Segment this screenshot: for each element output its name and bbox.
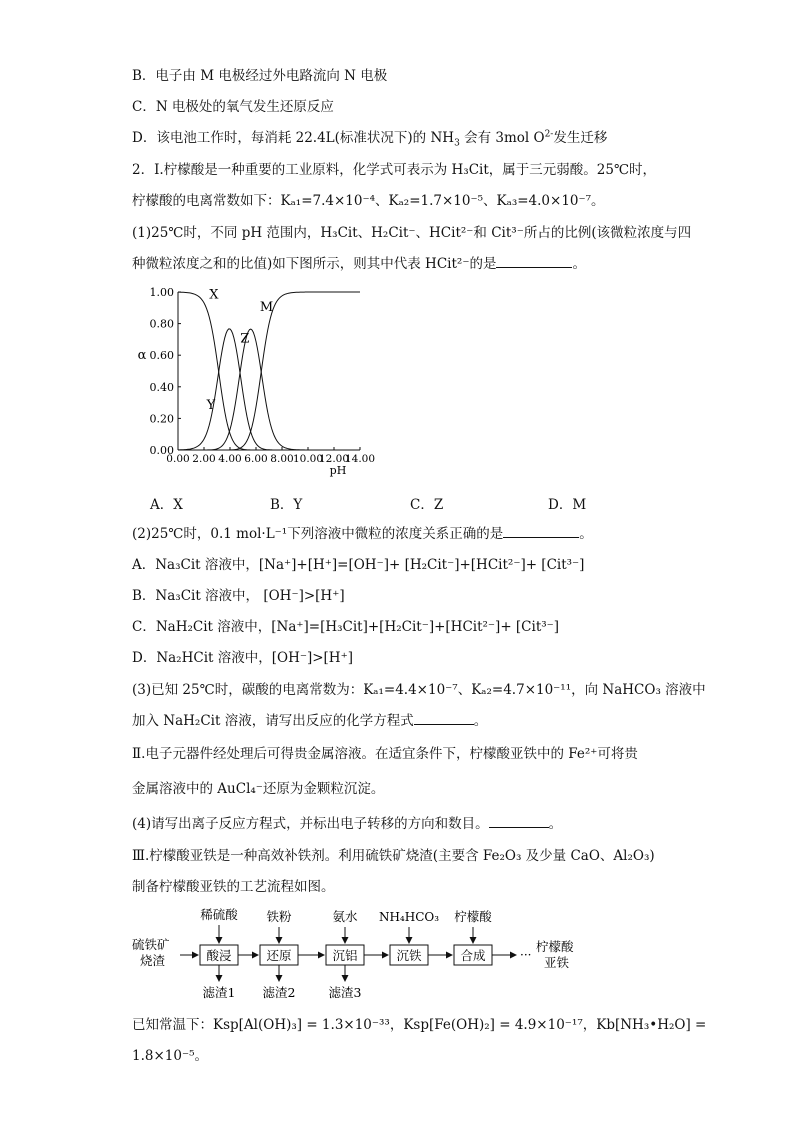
curve-label-z: Z [240,331,250,347]
y-tick-label: 0.60 [149,349,174,363]
p2-option-c[interactable]: C．NaH₂Cit 溶液中，[Na⁺]=[H₃Cit]+[H₂Cit⁻]+[HCit²⁻]+ [Cit³⁻] [132,619,560,635]
flow-output-residue3: 滤渣3 [328,985,362,1000]
curve-x [178,292,360,450]
flow-input-nh4hco3: NH₄HCO₃ [378,910,440,924]
answer-blank-2[interactable] [503,525,579,538]
q2-intro-line1: 2．Ⅰ.柠檬酸是一种重要的工业原料，化学式可表示为 H₃Cit，属于三元弱酸。25℃时， [132,162,657,178]
svg-text:沉铁: 沉铁 [396,948,422,963]
answer-blank-3[interactable] [414,712,474,725]
q2-part3-line1: (3)已知 25℃时，碳酸的电离常数为：Kₐ₁=4.4×10⁻⁷、Kₐ₂=4.7×10⁻¹¹，向 NaHCO₃ 溶液中 [132,682,706,698]
section3-line2: 制备柠檬酸亚铁的工艺流程如图。 [132,879,335,895]
flow-step-precip-fe [390,945,428,965]
p1-option-b[interactable]: B．Y [270,497,303,513]
x-tick-label: 12.00 [318,453,350,465]
flow-output-residue2: 滤渣2 [262,985,296,1000]
y-tick-label: 1.00 [149,286,174,299]
section2-line2: 金属溶液中的 AuCl₄⁻还原为金颗粒沉淀。 [132,781,385,797]
q2-part3-line2: 加入 NaH₂Cit 溶液，请写出反应的化学方程式 。 [132,713,488,729]
option-b-prev: B．电子由 M 电极经过外电路流向 N 电极 [132,68,388,84]
y-tick-label: 0.40 [149,380,174,394]
svg-text:合成: 合成 [460,948,486,963]
svg-text:酸浸: 酸浸 [206,948,232,963]
x-axis-label: pH [329,464,347,477]
y-tick-label: 0.00 [149,444,174,457]
curve-y [178,329,360,450]
x-tick-label: 0.00 [166,453,190,465]
p2-option-a[interactable]: A．Na₃Cit 溶液中，[Na⁺]+[H⁺]=[OH⁻]+ [H₂Cit⁻]+[HCit²⁻]+ [Cit³⁻] [132,557,585,573]
q2-intro-line2: 柠檬酸的电离常数如下：Kₐ₁=7.4×10⁻⁴、Kₐ₂=1.7×10⁻⁵、Kₐ₃=4.0×10⁻⁷。 [132,193,605,209]
flow-input-citric-acid: 柠檬酸 [454,909,492,924]
curve-label-x: X [209,287,219,303]
flow-input-dilute-h2so4: 稀硫酸 [200,907,238,922]
flow-input-iron-powder: 铁粉 [266,909,292,924]
known-data-line1: 已知常温下：Ksp[Al(OH)₃] = 1.3×10⁻³³，Ksp[Fe(OH)₂] = 4.9×10⁻¹⁷，Kb[NH₃•H₂O] = [132,1017,707,1033]
x-tick-label: 2.00 [192,453,216,465]
p2-option-b[interactable]: B．Na₃Cit 溶液中， [OH⁻]>[H⁺] [132,588,345,604]
x-tick-label: 10.00 [292,453,324,465]
q2-part1-line2: 种微粒浓度之和的比值)如下图所示，则其中代表 HCit²⁻的是 。 [132,256,586,272]
y-tick-label: 0.80 [149,317,174,331]
x-tick-label: 6.00 [244,453,268,465]
flow-step-acid-leach [200,945,238,965]
curve-m [178,292,360,450]
y-tick-label: 0.20 [149,412,174,426]
flow-output-residue1: 滤渣1 [202,985,236,1000]
flow-ellipsis: ··· [520,948,532,962]
x-tick-label: 4.00 [218,453,242,465]
option-d-prev: D．该电池工作时，每消耗 22.4L(标准状况下)的 $NH_3$ 会有 3mol $O^{2-}$发生迁移 [132,129,608,149]
q2-part4: (4)请写出离子反应方程式，并标出电子转移的方向和数目。 。 [132,816,563,832]
curve-z [178,329,360,450]
flow-input-ammonia: 氨水 [332,909,358,924]
species-distribution-chart [130,282,400,482]
x-tick-label: 14.00 [344,453,376,465]
q2-part1-line1: (1)25℃时，不同 pH 范围内，H₃Cit、H₂Cit⁻、HCit²⁻和 Cit³⁻所占的比例(该微粒浓度与四 [132,225,692,241]
flow-step-precip-al [326,945,364,965]
p1-option-a[interactable]: A．X [150,497,183,513]
flow-start-line1: 硫铁矿 [132,937,170,952]
flow-product-line1: 柠檬酸 [536,939,574,954]
answer-blank-4[interactable] [489,815,549,828]
flow-start-line2: 烧渣 [140,953,166,968]
p2-option-d[interactable]: D．Na₂HCit 溶液中，[OH⁻]>[H⁺] [132,650,353,666]
svg-text:沉铝: 沉铝 [332,948,358,963]
p1-option-c[interactable]: C．Z [410,497,444,513]
process-flowchart [132,905,602,1005]
section3-line1: Ⅲ.柠檬酸亚铁是一种高效补铁剂。利用硫铁矿烧渣(主要含 Fe₂O₃ 及少量 CaO、Al₂O₃) [132,848,655,864]
flow-step-reduce [260,945,298,965]
section2-line1: Ⅱ.电子元器件经处理后可得贵金属溶液。在适宜条件下，柠檬酸亚铁中的 Fe²⁺可将贵 [132,746,638,762]
curve-label-y: Y [206,397,216,413]
answer-blank-1[interactable] [496,255,572,268]
curve-label-m: M [259,299,274,315]
flow-product-line2: 亚铁 [544,955,570,970]
option-c-prev: C．N 电极处的氧气发生还原反应 [132,99,334,115]
x-tick-label: 8.00 [270,453,294,465]
svg-text:还原: 还原 [266,948,292,963]
q2-part2-stem: (2)25℃时，0.1 mol·L⁻¹下列溶液中微粒的浓度关系正确的是 。 [132,526,593,542]
p1-option-d[interactable]: D．M [548,497,587,513]
y-axis-label: α [137,348,147,364]
flow-step-synthesis [454,945,492,965]
known-data-line2: 1.8×10⁻⁵。 [132,1048,208,1064]
